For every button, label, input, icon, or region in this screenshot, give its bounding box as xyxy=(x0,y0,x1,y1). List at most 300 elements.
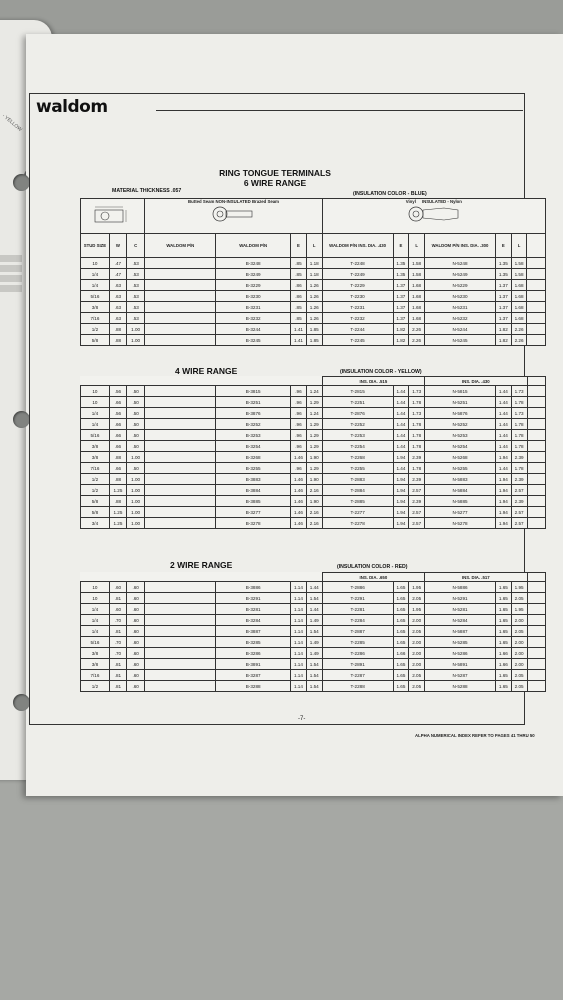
table-cell: 1.54 xyxy=(306,626,322,637)
table-cell: 1.95 xyxy=(511,582,527,593)
table-cell xyxy=(145,280,216,291)
table-cell: .60 xyxy=(126,615,144,626)
table-cell xyxy=(527,518,546,529)
insulated-terminal-icon xyxy=(404,204,464,224)
table-cell: .53 xyxy=(126,269,144,280)
table-cell: T-2252 xyxy=(322,419,393,430)
table-cell: 1.78 xyxy=(511,441,527,452)
table-cell: .96 xyxy=(291,430,307,441)
table-cell: B-3255 xyxy=(216,463,291,474)
table-row xyxy=(81,474,546,485)
table-row xyxy=(81,485,546,496)
table-cell: 5/16 xyxy=(81,291,110,302)
table-cell xyxy=(145,441,216,452)
table-cell xyxy=(527,397,546,408)
table-cell xyxy=(145,626,216,637)
table-cell: B-3253 xyxy=(216,430,291,441)
table-cell: T-2254 xyxy=(322,441,393,452)
table-cell: 1.14 xyxy=(291,681,307,692)
table-cell: .96 xyxy=(291,419,307,430)
table-cell: .86 xyxy=(291,291,307,302)
table-cell: 1.94 xyxy=(495,518,511,529)
table-cell: 7/16 xyxy=(81,313,110,324)
col-c: C xyxy=(126,234,144,258)
table-cell: 1.94 xyxy=(495,474,511,485)
table-cell: 2.00 xyxy=(511,615,527,626)
table-cell: .50 xyxy=(126,463,144,474)
table-cell: 1.46 xyxy=(291,474,307,485)
table-cell: 1.00 xyxy=(126,485,144,496)
table-cell: T-2255 xyxy=(322,463,393,474)
table-cell: 1.78 xyxy=(409,430,425,441)
left-page-text: - YELLOW xyxy=(0,113,23,133)
table-cell: 2.57 xyxy=(409,507,425,518)
table-cell: .70 xyxy=(109,648,126,659)
table-cell: 2.05 xyxy=(511,593,527,604)
table-cell: T-2248 xyxy=(322,258,393,269)
table-cell: B-3254 xyxy=(216,441,291,452)
table-cell: 1.65 xyxy=(393,659,409,670)
four-ins-dia-1: INS. DIA. .515 xyxy=(322,377,424,386)
table-cell: N-5887 xyxy=(425,626,496,637)
table-cell: N-5886 xyxy=(425,582,496,593)
table-cell: 1/4 xyxy=(81,269,110,280)
table-cell: 1.29 xyxy=(306,430,322,441)
table-cell: .53 xyxy=(126,291,144,302)
table-cell: 1.94 xyxy=(393,474,409,485)
table-cell: 2.00 xyxy=(409,615,425,626)
table-cell: .60 xyxy=(126,670,144,681)
table-cell: 1.29 xyxy=(306,397,322,408)
table-cell: B-3284 xyxy=(216,615,291,626)
table-row xyxy=(81,419,546,430)
table-cell: 5/8 xyxy=(81,335,110,346)
table-cell: 1.65 xyxy=(495,681,511,692)
table-cell xyxy=(527,474,546,485)
table-cell: T-2287 xyxy=(322,670,393,681)
table-row xyxy=(81,637,546,648)
table-cell: 2.26 xyxy=(511,324,527,335)
table-cell: .81 xyxy=(109,593,126,604)
table-cell: 1.78 xyxy=(511,463,527,474)
table-cell: N-5249 xyxy=(425,269,496,280)
table-cell xyxy=(527,302,546,313)
table-cell: .60 xyxy=(126,681,144,692)
table-cell: T-2286 xyxy=(322,648,393,659)
left-page-bar xyxy=(0,265,22,272)
table-cell xyxy=(527,496,546,507)
two-insulation-color: (INSULATION COLOR - RED) xyxy=(337,564,408,570)
table-cell xyxy=(145,258,216,269)
table-cell xyxy=(145,518,216,529)
table-cell xyxy=(527,659,546,670)
table-cell: 1.14 xyxy=(291,637,307,648)
table-cell xyxy=(527,258,546,269)
table-cell xyxy=(145,474,216,485)
table-cell: 1.94 xyxy=(393,452,409,463)
table-cell: T-2876 xyxy=(322,408,393,419)
table-cell: .53 xyxy=(126,280,144,291)
table-cell: 1.46 xyxy=(291,496,307,507)
table-cell: N-5251 xyxy=(425,397,496,408)
table-cell: B-3281 xyxy=(216,604,291,615)
table-cell: 1.44 xyxy=(393,408,409,419)
table-cell: B-3244 xyxy=(216,324,291,335)
table-cell: 2.16 xyxy=(306,518,322,529)
table-cell: 1.24 xyxy=(306,408,322,419)
table-cell xyxy=(527,681,546,692)
table-row xyxy=(81,518,546,529)
table-cell: 1.65 xyxy=(495,626,511,637)
table-cell: 1.90 xyxy=(306,496,322,507)
table-cell xyxy=(145,291,216,302)
table-row xyxy=(81,463,546,474)
table-cell xyxy=(527,324,546,335)
table-cell: 7/16 xyxy=(81,463,110,474)
table-cell: T-2285 xyxy=(322,637,393,648)
table-cell xyxy=(527,335,546,346)
table-cell: .85 xyxy=(291,258,307,269)
table-cell: 1.37 xyxy=(393,291,409,302)
table-cell: N-5248 xyxy=(425,258,496,269)
table-cell: 1.49 xyxy=(306,648,322,659)
table-cell xyxy=(145,397,216,408)
punch-hole xyxy=(13,174,30,191)
table-cell xyxy=(527,637,546,648)
table-cell: 1.44 xyxy=(495,408,511,419)
table-cell: .53 xyxy=(126,302,144,313)
table-cell: 1/4 xyxy=(81,626,110,637)
table-cell: 1.14 xyxy=(291,648,307,659)
six-wire-table xyxy=(80,198,546,346)
table-cell: 1.94 xyxy=(495,496,511,507)
table-cell: .88 xyxy=(109,335,126,346)
table-cell: 2.39 xyxy=(511,496,527,507)
table-cell: N-5285 xyxy=(425,637,496,648)
table-cell: 1.65 xyxy=(495,593,511,604)
table-row xyxy=(81,615,546,626)
table-cell: 2.00 xyxy=(409,637,425,648)
table-cell: 1.65 xyxy=(393,626,409,637)
table-row xyxy=(81,626,546,637)
table-cell: 1.73 xyxy=(409,408,425,419)
table-cell: 1.26 xyxy=(306,280,322,291)
table-row xyxy=(81,269,546,280)
table-cell: 2.39 xyxy=(511,452,527,463)
table-row xyxy=(81,335,546,346)
table-cell: 1.44 xyxy=(495,386,511,397)
table-cell: B-3230 xyxy=(216,291,291,302)
table-cell: .53 xyxy=(126,313,144,324)
table-cell: .63 xyxy=(109,313,126,324)
table-cell: T-2277 xyxy=(322,507,393,518)
table-cell: .66 xyxy=(109,397,126,408)
table-cell: .60 xyxy=(126,648,144,659)
table-cell: T-2251 xyxy=(322,397,393,408)
table-cell: .50 xyxy=(126,430,144,441)
table-cell: 1.25 xyxy=(109,485,126,496)
table-cell: .63 xyxy=(109,291,126,302)
table-cell: 1.73 xyxy=(511,386,527,397)
table-cell: 1.44 xyxy=(393,397,409,408)
table-cell: 1/4 xyxy=(81,280,110,291)
table-cell: 10 xyxy=(81,397,110,408)
table-cell: 1.00 xyxy=(126,324,144,335)
table-cell xyxy=(527,582,546,593)
table-cell: .86 xyxy=(291,280,307,291)
table-cell: 1.65 xyxy=(393,681,409,692)
table-cell: N-5253 xyxy=(425,430,496,441)
table-cell: 1.00 xyxy=(126,452,144,463)
table-cell: N-5884 xyxy=(425,485,496,496)
table-cell: N-5288 xyxy=(425,681,496,692)
terminal-dimension-icon xyxy=(93,203,133,229)
table-cell: 1.65 xyxy=(393,615,409,626)
table-cell: .60 xyxy=(126,626,144,637)
table-cell xyxy=(145,507,216,518)
table-cell: 1.29 xyxy=(306,463,322,474)
table-cell: 1.68 xyxy=(511,302,527,313)
table-cell: 1.14 xyxy=(291,659,307,670)
table-cell xyxy=(145,670,216,681)
table-cell: N-5229 xyxy=(425,280,496,291)
table-cell: 3/4 xyxy=(81,518,110,529)
table-cell: 5/16 xyxy=(81,637,110,648)
table-cell xyxy=(145,419,216,430)
table-cell: 1.44 xyxy=(495,397,511,408)
table-cell: 1.78 xyxy=(409,397,425,408)
table-cell: B-3277 xyxy=(216,507,291,518)
table-cell: .85 xyxy=(291,313,307,324)
table-cell: N-5891 xyxy=(425,659,496,670)
table-cell: 1.37 xyxy=(393,302,409,313)
table-cell: 1.00 xyxy=(126,496,144,507)
table-cell: 1/4 xyxy=(81,408,110,419)
table-cell: 2.57 xyxy=(409,518,425,529)
table-cell: 2.16 xyxy=(306,485,322,496)
table-cell: 2.05 xyxy=(409,681,425,692)
table-cell: 1.29 xyxy=(306,419,322,430)
page-number: -7- xyxy=(298,716,306,722)
table-cell xyxy=(527,313,546,324)
table-cell: 1.26 xyxy=(306,302,322,313)
table-cell: B-3886 xyxy=(216,582,291,593)
table-cell: 1.00 xyxy=(126,507,144,518)
table-cell: 1.68 xyxy=(511,280,527,291)
table-cell: B-3232 xyxy=(216,313,291,324)
table-cell: B-3231 xyxy=(216,302,291,313)
table-cell: 2.05 xyxy=(511,626,527,637)
four-wire-table xyxy=(80,376,546,529)
six-insulation-color: (INSULATION COLOR - BLUE) xyxy=(353,191,427,197)
left-page-bar xyxy=(0,255,22,262)
table-cell: .66 xyxy=(109,441,126,452)
table-cell xyxy=(527,626,546,637)
table-cell: B-3285 xyxy=(216,637,291,648)
table-cell: .66 xyxy=(109,419,126,430)
table-cell: 1.65 xyxy=(495,604,511,615)
table-cell: 5/16 xyxy=(81,430,110,441)
table-cell: N-5815 xyxy=(425,386,496,397)
table-row xyxy=(81,408,546,419)
table-cell: N-5286 xyxy=(425,648,496,659)
table-cell: 1.37 xyxy=(495,291,511,302)
table-cell: T-2229 xyxy=(322,280,393,291)
table-cell: 1.94 xyxy=(393,496,409,507)
table-cell: B-3252 xyxy=(216,419,291,430)
table-cell: B-3884 xyxy=(216,485,291,496)
table-cell: 1.26 xyxy=(306,291,322,302)
table-cell: 1.46 xyxy=(291,452,307,463)
table-cell xyxy=(145,496,216,507)
table-cell: 1.00 xyxy=(126,518,144,529)
table-cell: T-2232 xyxy=(322,313,393,324)
col-l: L xyxy=(409,234,425,258)
table-cell: N-5252 xyxy=(425,419,496,430)
table-cell: 1.54 xyxy=(306,659,322,670)
table-cell: 1.65 xyxy=(495,637,511,648)
table-cell xyxy=(145,386,216,397)
table-cell: 1.94 xyxy=(393,507,409,518)
table-cell: 2.05 xyxy=(409,593,425,604)
table-cell: .56 xyxy=(109,408,126,419)
table-cell: 1.95 xyxy=(409,582,425,593)
table-cell: 2.16 xyxy=(306,507,322,518)
table-cell: T-2883 xyxy=(322,474,393,485)
table-row xyxy=(81,280,546,291)
table-cell: .70 xyxy=(109,637,126,648)
table-cell: 1.68 xyxy=(409,313,425,324)
table-cell: 1.44 xyxy=(495,419,511,430)
table-cell: T-2253 xyxy=(322,430,393,441)
table-cell: .96 xyxy=(291,463,307,474)
table-cell: .88 xyxy=(109,496,126,507)
table-cell xyxy=(145,313,216,324)
table-cell: B-3249 xyxy=(216,269,291,280)
table-cell xyxy=(527,452,546,463)
table-row xyxy=(81,291,546,302)
table-row xyxy=(81,659,546,670)
page-title: RING TONGUE TERMINALS xyxy=(219,168,331,178)
table-cell xyxy=(145,269,216,280)
table-cell xyxy=(145,582,216,593)
table-cell: 3/8 xyxy=(81,648,110,659)
table-cell: T-2887 xyxy=(322,626,393,637)
table-cell: 1.54 xyxy=(306,593,322,604)
col-l: L xyxy=(306,234,322,258)
table-cell: .50 xyxy=(126,386,144,397)
table-cell: 1.00 xyxy=(126,474,144,485)
table-cell: 1/2 xyxy=(81,485,110,496)
table-cell: 1.94 xyxy=(495,452,511,463)
table-cell: 1.85 xyxy=(306,335,322,346)
table-cell: 2.39 xyxy=(409,474,425,485)
table-cell: .60 xyxy=(126,604,144,615)
table-cell: 10 xyxy=(81,593,110,604)
table-cell: .60 xyxy=(126,582,144,593)
table-cell xyxy=(145,615,216,626)
table-row xyxy=(81,670,546,681)
table-cell: N-5278 xyxy=(425,518,496,529)
table-row xyxy=(81,681,546,692)
table-cell: B-3251 xyxy=(216,397,291,408)
table-cell: .96 xyxy=(291,408,307,419)
table-cell: 1.94 xyxy=(393,518,409,529)
table-cell xyxy=(527,441,546,452)
table-cell xyxy=(145,430,216,441)
table-cell: 2.05 xyxy=(409,626,425,637)
table-row xyxy=(81,302,546,313)
table-cell: 1.18 xyxy=(306,269,322,280)
table-cell: B-3268 xyxy=(216,452,291,463)
table-row xyxy=(81,441,546,452)
table-cell: .88 xyxy=(109,324,126,335)
table-cell: 1.49 xyxy=(306,615,322,626)
table-cell xyxy=(527,408,546,419)
table-cell: 1.14 xyxy=(291,670,307,681)
table-cell xyxy=(527,419,546,430)
table-cell xyxy=(527,670,546,681)
index-footnote: ALPHA NUMERICAL INDEX REFER TO PAGES 41 THRU 50 xyxy=(415,733,535,738)
table-cell: 2.00 xyxy=(511,659,527,670)
table-cell: 1.58 xyxy=(409,258,425,269)
background-surface xyxy=(0,780,563,1000)
table-cell xyxy=(527,430,546,441)
table-cell: B-3883 xyxy=(216,474,291,485)
col-waldom-pn-n: WALDOM P/N INS. DIA. .300 xyxy=(425,234,496,258)
table-cell: 3/8 xyxy=(81,659,110,670)
table-cell: N-5232 xyxy=(425,313,496,324)
table-cell: 1.29 xyxy=(306,441,322,452)
table-cell: .96 xyxy=(291,397,307,408)
table-cell: 2.26 xyxy=(409,324,425,335)
table-cell: 1.44 xyxy=(306,582,322,593)
table-cell: T-2278 xyxy=(322,518,393,529)
table-cell: 1.66 xyxy=(495,648,511,659)
table-cell: .50 xyxy=(126,408,144,419)
table-cell: 1.73 xyxy=(511,408,527,419)
table-cell: 10 xyxy=(81,258,110,269)
table-cell: T-2249 xyxy=(322,269,393,280)
left-page-bar xyxy=(0,275,22,282)
table-cell: B-3288 xyxy=(216,681,291,692)
page-subtitle: 6 WIRE RANGE xyxy=(243,178,307,188)
table-cell: N-5876 xyxy=(425,408,496,419)
table-cell: .81 xyxy=(109,670,126,681)
table-cell: 1.46 xyxy=(291,518,307,529)
table-cell: 2.05 xyxy=(511,670,527,681)
table-cell: .60 xyxy=(109,582,126,593)
table-cell: 1.78 xyxy=(511,397,527,408)
table-cell: 1.90 xyxy=(306,474,322,485)
table-cell: 1/4 xyxy=(81,615,110,626)
table-cell: .63 xyxy=(109,302,126,313)
table-cell: 1/4 xyxy=(81,604,110,615)
table-cell: 1.44 xyxy=(495,441,511,452)
table-cell: 1.14 xyxy=(291,582,307,593)
table-cell: 1.44 xyxy=(393,419,409,430)
table-cell xyxy=(145,408,216,419)
table-cell: 1.44 xyxy=(306,604,322,615)
table-cell: 1.66 xyxy=(393,648,409,659)
table-cell xyxy=(145,593,216,604)
table-cell: .88 xyxy=(109,452,126,463)
table-cell: .81 xyxy=(109,626,126,637)
table-cell: B-3287 xyxy=(216,670,291,681)
table-cell: 1.65 xyxy=(393,637,409,648)
table-cell: T-2885 xyxy=(322,496,393,507)
table-row xyxy=(81,496,546,507)
